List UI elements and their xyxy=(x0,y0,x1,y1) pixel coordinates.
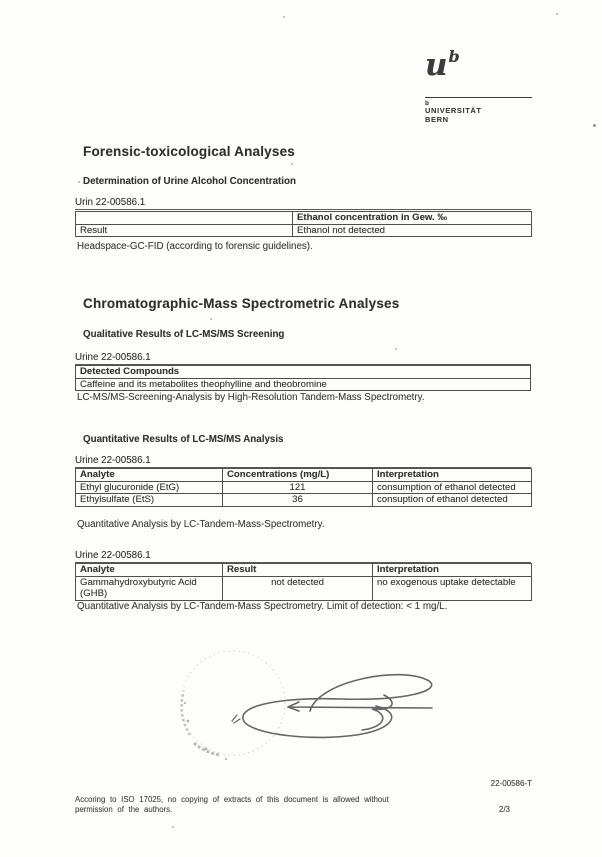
method-note-screening: LC-MS/MS-Screening-Analysis by High-Resolution Tandem-Mass Spectrometry. xyxy=(77,392,425,403)
logo-bern-text: BERN xyxy=(425,114,449,124)
subsection-title-urine-alcohol: Determination of Urine Alcohol Concentration xyxy=(83,176,297,187)
analyte-etg: Ethyl glucuronide (EtG) xyxy=(76,481,223,494)
logo-small-b: b xyxy=(425,100,429,107)
detected-compounds-table xyxy=(75,365,531,391)
analyte-ets: Ethylsulfate (EtS) xyxy=(76,494,223,507)
university-bern-logo xyxy=(425,46,545,124)
ethanol-result-label: Result xyxy=(76,224,293,237)
detected-compounds-value: Caffeine and its metabolites theophylline and theobromine xyxy=(76,378,531,391)
iso-copy-notice xyxy=(75,795,405,815)
scan-noise-dot xyxy=(283,16,285,18)
quantitative-results-table xyxy=(75,468,532,507)
logo-rule xyxy=(425,97,532,98)
ethanol-table-header: Ethanol concentration in Gew. ‰ xyxy=(293,212,532,225)
ghb-results-table xyxy=(75,563,532,601)
scan-noise-dot xyxy=(556,13,558,15)
detected-compounds-header: Detected Compounds xyxy=(76,366,531,379)
col-header-concentrations: Concentrations (mg/L) xyxy=(223,469,373,482)
section-title-forensic: Forensic-toxicological Analyses xyxy=(83,144,296,159)
iso-copy-line1: Accoring to ISO 17025, no copying of extracts of this document is allowed without xyxy=(75,795,389,804)
scan-noise-dot xyxy=(593,124,596,127)
subsection-title-quantitative: Quantitative Results of LC-MS/MS Analysis xyxy=(83,434,284,445)
section-title-chromatographic: Chromatographic-Mass Spectrometric Analyses xyxy=(83,296,400,311)
interpretation-etg: consumption of ethanol detected xyxy=(373,481,532,494)
sample-label-quantitative-2: Urine 22-00586.1 xyxy=(75,550,531,563)
page-number: 2/3 xyxy=(498,805,510,814)
analyte-ghb: Gammahydroxybutyric Acid (GHB) xyxy=(76,576,223,600)
ethanol-result-table xyxy=(75,211,532,237)
subsection-title-qualitative: Qualitative Results of LC-MS/MS Screening xyxy=(83,329,285,340)
col-header-analyte-2: Analyte xyxy=(76,564,223,577)
scan-noise-dot xyxy=(210,318,212,320)
document-reference: 22-00586-T xyxy=(490,779,532,788)
sample-label-urine-alcohol: Urin 22-00586.1 xyxy=(75,197,531,210)
logo-universitaet-text: UNIVERSITÄT xyxy=(425,106,482,115)
method-note-headspace: Headspace-GC-FID (according to forensic guidelines). xyxy=(77,241,313,252)
ethanol-result-value: Ethanol not detected xyxy=(293,224,532,237)
signature-scribble xyxy=(170,635,465,770)
result-ghb: not detected xyxy=(223,576,373,600)
table-row xyxy=(76,576,532,600)
method-note-quantitative-2: Quantitative Analysis by LC-Tandem-Mass Spectrometry. Limit of detection: < 1 mg/L. xyxy=(77,601,448,612)
scan-noise-dot xyxy=(78,181,80,183)
sample-label-quantitative-1: Urine 22-00586.1 xyxy=(75,455,531,468)
interpretation-ghb: no exogenous uptake detectable xyxy=(373,576,532,600)
table-row xyxy=(76,481,532,494)
col-header-analyte: Analyte xyxy=(76,469,223,482)
concentration-etg: 121 xyxy=(223,481,373,494)
concentration-ets: 36 xyxy=(223,494,373,507)
logo-b-superscript: b xyxy=(448,46,460,66)
method-note-quantitative-1: Quantitative Analysis by LC-Tandem-Mass-Spectrometry. xyxy=(77,519,325,530)
sample-label-qualitative: Urine 22-00586.1 xyxy=(75,352,531,365)
scan-noise-dot xyxy=(291,163,293,165)
logo-ub-mark xyxy=(425,46,545,83)
iso-copy-line2: permission of the authors. xyxy=(75,805,173,814)
table-row xyxy=(76,494,532,507)
col-header-result-2: Result xyxy=(223,564,373,577)
col-header-interpretation-2: Interpretation xyxy=(373,564,532,577)
ethanol-table-empty-cell xyxy=(76,212,293,225)
logo-u: u xyxy=(425,47,448,83)
scan-noise-dot xyxy=(172,826,174,828)
interpretation-ets: consuption of ethanol detected xyxy=(373,494,532,507)
scan-noise-dot xyxy=(395,348,397,350)
col-header-interpretation: Interpretation xyxy=(373,469,532,482)
